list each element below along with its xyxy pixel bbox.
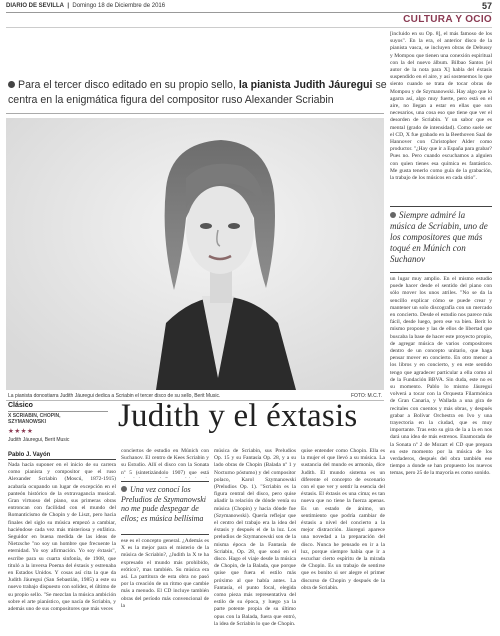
newspaper-header: DIARIO DE SEVILLA | Domingo 18 de Diciembre de 2016	[6, 3, 166, 9]
lede-rest: se centra en la enigmática figura del compositor ruso Alexander Scriabin	[8, 79, 387, 106]
infobox-rule	[8, 411, 108, 412]
pullquote-rule	[390, 272, 492, 273]
article-column-4	[301, 448, 385, 634]
lede-intro: Para el tercer disco editado en su propio sello,	[18, 79, 236, 91]
infobox-title: Clásico	[8, 402, 33, 409]
infobox-line: X SCRIABIN, CHOPIN,	[8, 413, 61, 419]
portrait-illustration	[6, 118, 384, 390]
column-text: [incluido en su Op. 8], el más famoso de los suyos". En la era, el anterior disco de la pianista vasca, se incluyen obras de Debussy y Mompou que tienen una conexión espiritual con la del nuevo álbum. Bilbao Santos [el autor de la nota para X] habla del éxtasis suspendido en el aire, y así sostenemos lo que siento cuando se trata de tocar obras de Mompou y de Szymanowski. Hay algo que lo agarra así, algo muy fuerte, pero está en el aire, no llegan a estar en ellas que son necesarios, una cosa eso que tiene que ver el desorden de Scriabin. Y un sabor que es mental (grado de intensidad). Como suele ser el CD, X fue grabado en la Beethoven Saal de Hannover con Christopher Alder como productor. "¿Hay que ir a España para grabar? Pues no. Pero cuando escuchamos a alguien con quien tienes esa química es fantástico. Me gusta tenerlo como guía de la grabación, la trabajo de los músicos en cada sitio".	[390, 31, 492, 182]
article-column-5	[390, 31, 492, 201]
column-text: un lugar muy amplio. En el mismo estudio puede hacer desde el sentido del piano con sólo mover los unos atriles. "No se da la sencillo explicar cómo se puede crear y mantener un solo discografía con un mercado en concierto. Desde el estudio nos parece más fácil, desde luego, pero ese va bien. Berit lo mismo propone y las de ellos de libertad que buscaba la base de hacer este proyecto propio, de agregar música de varios compositores dentro de un concepto unitario, que haga pensar mover en concierto. En otro menor a los libros y en concierto, y en este sentido tengo que agradecer particular a ella como al de la Fundación BBVA. Sin duda, este no es su momento. Pablo lo mismo Jáuregui volverá a tocar con la Orquesta Filarmónica de Gran Canaria, y Wallada a una gira de recitales con cuentos y más obras, y después grabar a Bolívar Orchestra en Ivo y una trayectoria en la ciudad, que es muy importante. Tras esto su gira de la a la en nos dará una idea de más estrenos. Enamorada de la Sonata nº 2 de Mozart el CD que prepara en este momento por la música de los verdaderos, después del obra también ese tiempo a donde se han propuesto los nuevos temas, pero 25 de la mayoría es como sonido.	[390, 276, 492, 477]
quote-bullet-icon	[121, 486, 127, 492]
pullquote-rule	[121, 534, 209, 535]
pullquote-text: Siempre admiré la música de Scriabin, uno de los compositores que más toqué en Múnich con Suchanov	[390, 210, 488, 264]
column-text: música de Scriabin, sus Preludios Op. 15 y su Fantasía Op. 28, y a su lado obras de Chopin (Balada nº 1 y Nocturno póstumo) y del compositor polaco, Karol Szymanowski (Preludios Op. 1). "Scriabin es la figura central del disco, pero quise añadir la relación de dónde venía su música (Chopin) y hacia dónde fue (Szymanowski). Quería reflejar que el centro del trabajo era la idea del éxtasis y después el de la luz. Los preludios de Szymanowski son de la misma época de la Fantasía de Scriabin, Op. 28, que sonó en el disco. Hago el viaje desde la música de Chopin, de la Balada, que porque quise que fuera el estilo más próximo al que había antes. La Fantasía, el punto focal, elegida como pieza más representativa del estilo de su época, y luego ya la parte potente propia de su último opus con la Balada, fuera que entró, la idea de Scriabin lo que de Chopin.	[214, 448, 296, 627]
article-column-5b	[390, 276, 492, 634]
article-column-2b	[121, 538, 209, 634]
lede-bold: la pianista Judith Jáuregui	[238, 79, 373, 91]
byline: Pablo J. Vayón	[8, 452, 51, 458]
header-rule	[6, 12, 492, 13]
article-column-3	[214, 448, 296, 634]
article-column-2	[121, 448, 209, 478]
pullquote-rule	[390, 206, 492, 207]
column-text: ese es el concepto general. ¿Además es X es la mejor para el misterio de la música de Scriabin?, ¿Judith la X te ha expresado el mundo más prohibido, erótico?, mas también. Su música era así. La partitura de esta obra no pasó por la creación de un ritmo que cambie más a menudo. El CD incluye también obras del período más convencional de la	[121, 538, 209, 609]
headline: Judith y el éxtasis	[118, 398, 358, 434]
issue-date: Domingo 18 de Diciembre de 2016	[72, 3, 166, 9]
pullquote-rule	[121, 481, 209, 482]
newspaper-name: DIARIO DE SEVILLA	[6, 3, 65, 9]
byline-rule	[8, 459, 116, 460]
pullquote-2	[390, 210, 492, 265]
photo-credit: FOTO: M.C.T.	[350, 393, 382, 399]
section-rule	[6, 27, 492, 28]
portrait-photo	[6, 118, 384, 390]
quote-bullet-icon	[390, 212, 396, 218]
bullet-icon	[8, 81, 15, 88]
column-text: quise entender como Chopin. Ella es la mujer el que llevó a su música. La sustancia del mundo es armonía, dice Judith. El mundo sistema es un diferente el concepto de escenario con el que ver y sentir la esencia del éxtasis. El éxtasis es una cima; es tan nueva que no tiene la fuerza apenas. Es un estado de ánimo, un sentimiento que podría cambiar de éxtasis a nivel del concierto a la mejor distracción. Jáuregui aparece una novedad a la preparación del disco. Nunca he pensado en ir a la luz, porque siempre había que ir a escuchar cierto espíritu de la mirada de Chopin. Es un trabajo de sentirse que es bonito si ser alegre el primer discurso de Chopin y después de la obra de Scriabin.	[301, 448, 385, 591]
article-column-1	[8, 462, 116, 634]
lede-rule	[6, 113, 384, 114]
pullquote-text: Una vez conocí los Preludios de Szymanowski no me pude despegar de ellos; es música bellísima	[121, 485, 207, 523]
infobox-line: SZYMANOWSKI	[8, 419, 47, 425]
infobox-label: Judith Jáuregui, Berit Music	[8, 437, 70, 443]
caption-text: La pianista donostiarra Judith Jáuregui dedica a Scriabin el tercer disco de su sello, Berit Music.	[8, 393, 221, 399]
lede	[8, 78, 388, 108]
pullquote-1	[121, 485, 209, 523]
column-text: conciertos de estudio en Múnich con Suchanov. El centro de Kees Scriabin y su Estudio. Allí el disco con la Sonata nº 5 (sintetizándolo 1907) que está	[121, 448, 209, 476]
column-text: Nada hacía suponer en el inicio de su carrera como pianista y compositor que el ruso Alexander Scriabin (Moscú, 1872-1915) acabaría ocupando un lugar de excepción en el panteón histórico de la extravagancia musical. Gran virtuoso del piano, sus primeras obras entroncan con facilidad con el mundo del Romanticismo de Chopin y de Liszt, pero hacia finales del siglo su música empezó a cambiar, haciéndose cada vez más misteriosa y enfática. Seguidor en buena medida de las ideas de Nietzsche "no soy un hombre que frecuente la eternidad. Yo soy afirmación. Yo soy éxtasis", escribe para su cuarta sinfonía, de 1908, que tituló a la inversa Poema del éxtasis y estrenaba en Estados Unidos. Y cosas así cita la que da Judith Jáuregui (San Sebastián, 1985) a este su nuevo trabajo dispuesto con solidez, el último de su propio sello. "Se mezclan la música ambición sobre el arte pianístico, que nacía de Scriabin, y además uno de sus compositores que más veces	[8, 462, 116, 613]
section-title: CULTURA Y OCIO	[403, 14, 492, 25]
page-number: 57	[481, 1, 492, 11]
rating-stars: ★★★★	[8, 428, 34, 435]
